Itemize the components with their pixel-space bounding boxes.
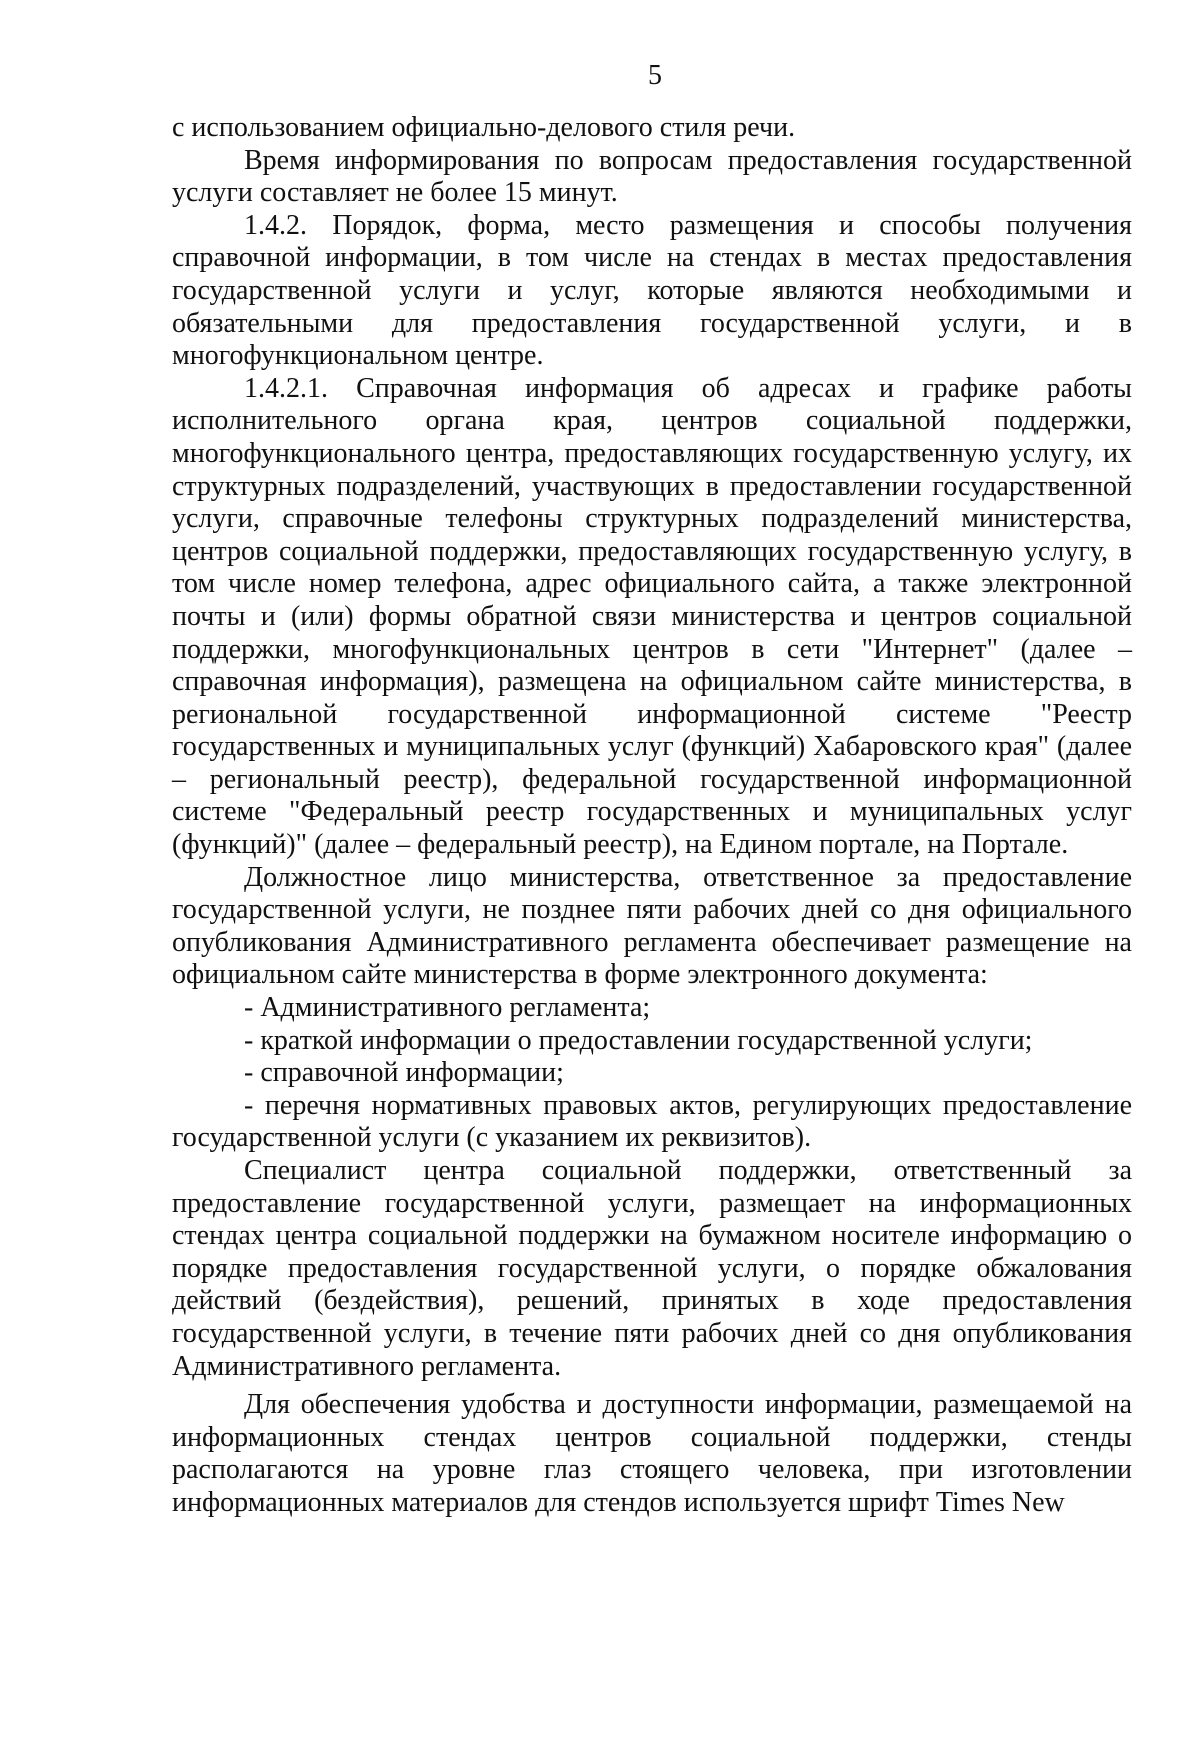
paragraph-specialist: Специалист центра социальной поддержки, ответственный за предоставление государственной услуги, размещает на информационных стендах центра социальной поддержки на бумажном носителе информацию о порядке предоставления государственной услуги, о порядке обжалования действий (бездействия), решений, принятых в ходе предоставления государственной услуги, в течение пяти рабочих дней со дня опубликования Административного регламента. [172, 1155, 1132, 1382]
paragraph-informing-time: Время информирования по вопросам предоставления государственной услуги составляет не более 15 минут. [172, 144, 1132, 209]
paragraph-official-responsible: Должностное лицо министерства, ответственное за предоставление государственной услуги, не позднее пяти рабочих дней со дня официального опубликования Административного регламента обеспечивает размещение на официальном сайте министерства в форме электронного документа: [172, 861, 1132, 991]
paragraph-section-1-4-2: 1.4.2. Порядок, форма, место размещения и способы получения справочной информации, в том числе на стендах в местах предоставления государственной услуги и услуг, которые являются необходимыми и обязательными для предоставления государственной услуги, и в многофункциональном центре. [172, 209, 1132, 372]
list-item-legal-acts: - перечня нормативных правовых актов, регулирующих предоставление государственной услуги (с указанием их реквизитов). [172, 1089, 1132, 1154]
paragraph-continuation: с использованием официально-делового стиля речи. [172, 112, 796, 143]
list-item-reference-info: - справочной информации; [244, 1057, 564, 1089]
paragraph-section-1-4-2-1: 1.4.2.1. Справочная информация об адресах и графике работы исполнительного органа края, центров социальной поддержки, многофункционального центра, предоставляющих государственную услугу, их структурных подразделений, участвующих в предоставлении государственной услуги, справочные телефоны структурных подразделений министерства, центров социальной поддержки, предоставляющих государственную услугу, в том числе номер телефона, адрес официального сайта, а также электронной почты и (или) формы обратной связи министерства и центров социальной поддержки, многофункциональных центров в сети "Интернет" (далее – справочная информация), размещена на официальном сайте министерства, в региональной государственной информационной системе "Реестр государственных и муниципальных услуг (функций) Хабаровского края" (далее – региональный реестр), федеральной государственной информационной системе "Федеральный реестр государственных и муниципальных услуг (функций)" (далее – федеральный реестр), на Едином портале, на Портале. [172, 372, 1132, 861]
list-item-regulation: - Административного регламента; [244, 992, 651, 1024]
document-body [172, 112, 1132, 1520]
list-item-brief-info: - краткой информации о предоставлении государственной услуги; [244, 1024, 1033, 1056]
page-number: 5 [648, 60, 662, 91]
paragraph-stands: Для обеспечения удобства и доступности информации, размещаемой на информационных стендах центров социальной поддержки, стенды располагаются на уровне глаз стоящего человека, при изготовлении информационных материалов для стендов используется шрифт Times New [172, 1389, 1132, 1518]
